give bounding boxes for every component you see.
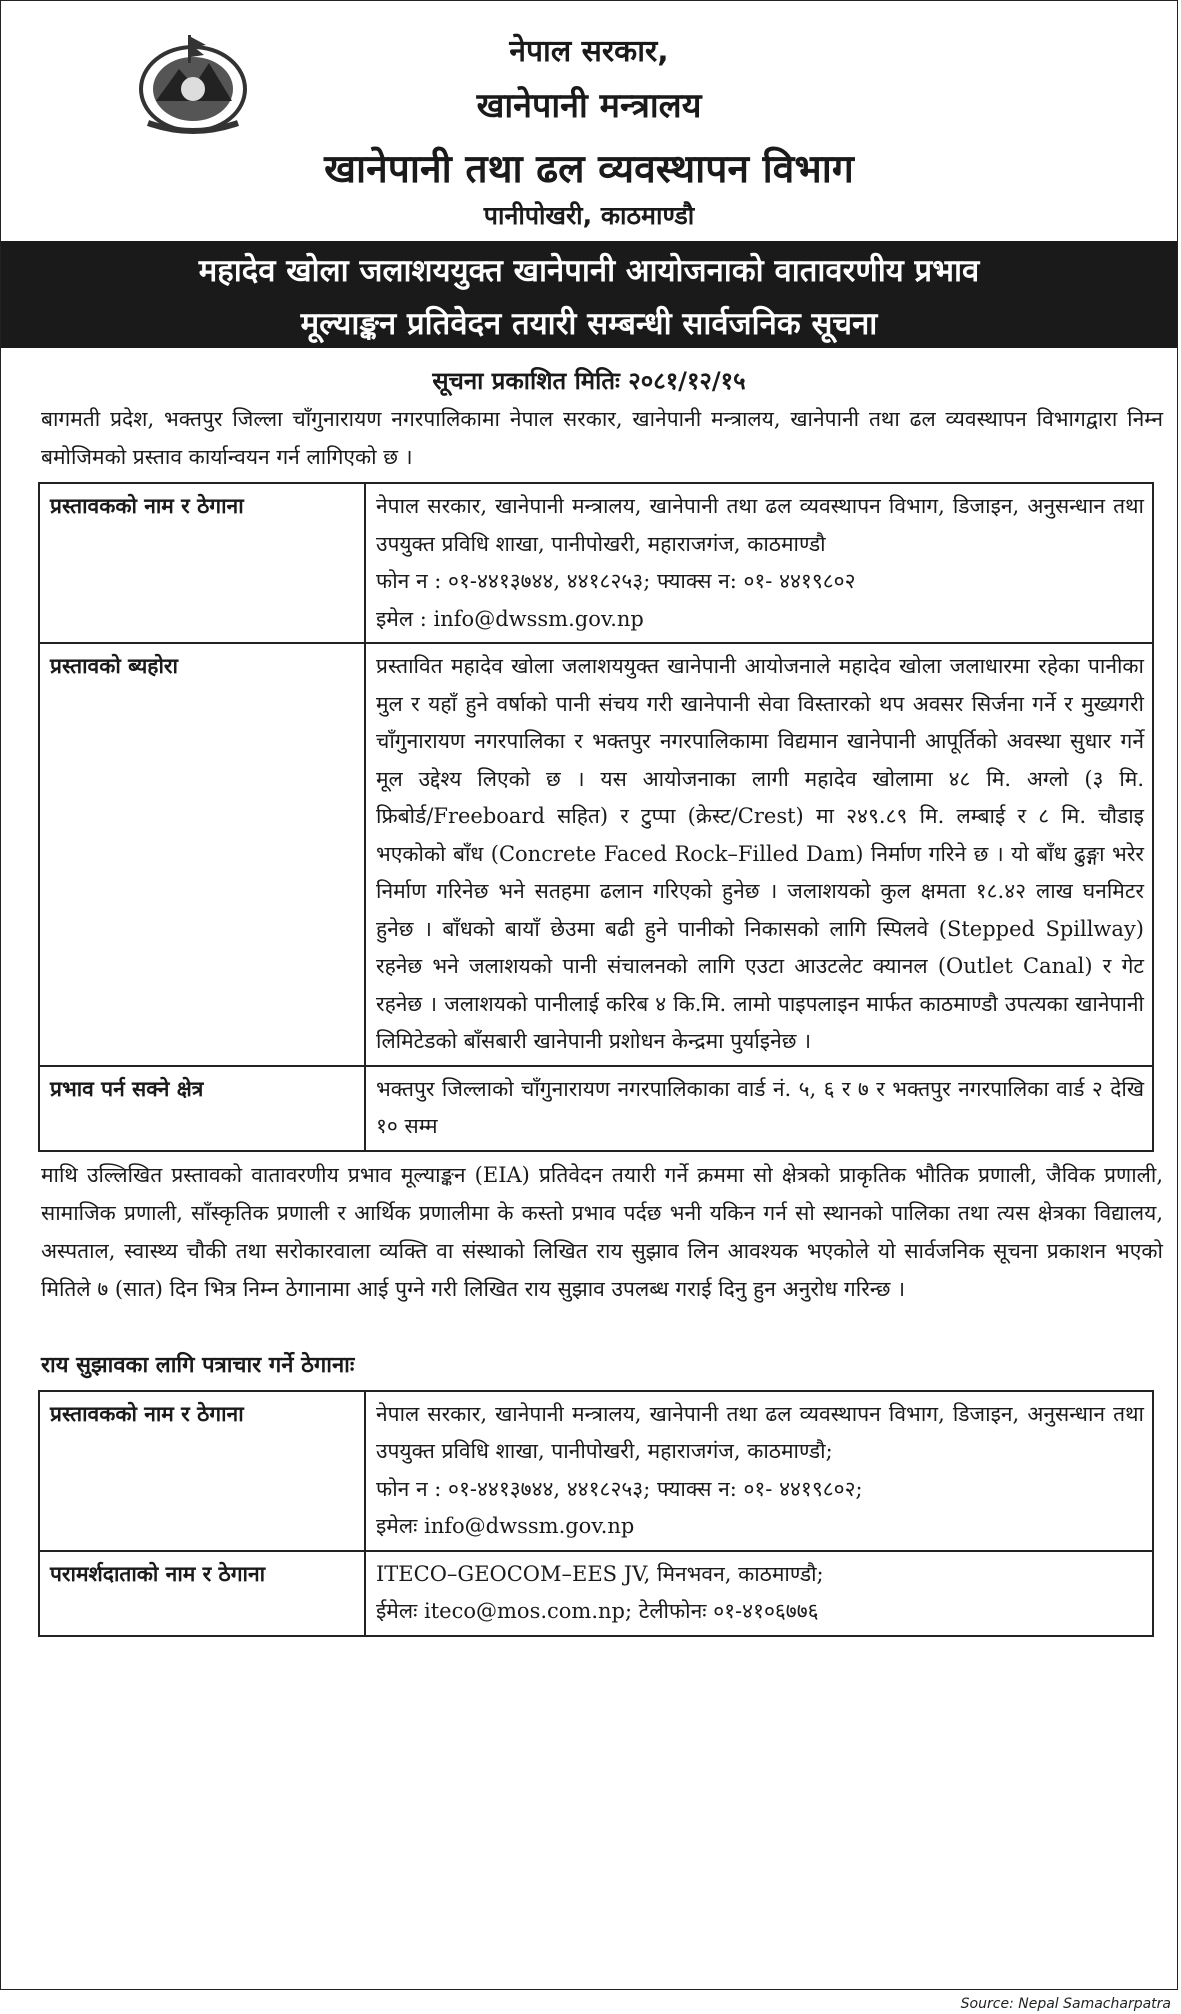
table-row [39, 1066, 1153, 1151]
department-name: खानेपानी तथा ढल व्यवस्थापन विभाग [324, 147, 854, 192]
banner-line-2: मूल्याङ्कन प्रतिवेदन तयारी सम्बन्धी सार्वजनिक सूचना [300, 306, 878, 342]
affected-area: भक्तपुर जिल्लाको चाँगुनारायण नगरपालिकाका वार्ड नं. ५, ६ र ७ र भक्तपुर नगरपालिका वार्ड २ देखि १० सम्म [365, 1066, 1153, 1151]
proposer-details [365, 483, 1153, 643]
proposer-details [365, 1391, 1153, 1551]
proposer-phone: फोन न : ०१-४४१३७४४, ४४१८२५३; फ्याक्स न: ०१- ४४१९८०२ [376, 569, 856, 593]
proposer-email: इमेलः info@dwssm.gov.np [376, 1514, 635, 1538]
proposer-address: नेपाल सरकार, खानेपानी मन्त्रालय, खानेपानी तथा ढल व्यवस्थापन विभाग, डिजाइन, अनुसन्धान तथा उपयुक्त प्रविधि शाखा, पानीपोखरी, महाराजगंज, काठमाण्डौ; [376, 1401, 1144, 1463]
proposal-description: प्रस्तावित महादेव खोला जलाशययुक्त खानेपानी आयोजनाले महादेव खोला जलाधारमा रहेका पानीका मुल र यहाँ हुने वर्षाको पानी संचय गरी खानेपानी सेवा विस्तारको थप अवसर सिर्जना गर्ने र मुख्यगरी चाँगुनारायण नगरपालिका र भक्तपुर नगरपालिकामा विद्यमान खानेपानी आपूर्तिको अवस्था सुधार गर्ने मूल उद्देश्य लिएको छ । यस आयोजनाका लागी महादेव खोलामा ४८ मि. अग्लो (३ मि. फ्रिबोर्ड/Freeboard सहित) र टुप्पा (क्रेस्ट/Crest) मा २४९.८९ मि. लम्बाई र ८ मि. चौडाइ भएकोको बाँध (Concrete Faced Rock–Filled Dam) निर्माण गरिने छ । यो बाँध ढुङ्गा भरेर निर्माण गरिनेछ भने सतहमा ढलान गरिएको हुनेछ । जलाशयको कुल क्षमता १८.४२ लाख घनमिटर हुनेछ । बाँधको बायाँ छेउमा बढी हुने पानीको निकासको लागि स्पिलवे (Stepped Spillway) रहनेछ भने जलाशयको पानी संचालनको लागि एउटा आउटलेट क्यानल (Outlet Canal) र गेट रहनेछ । जलाशयको पानीलाई करिब ४ कि.मि. लामो पाइपलाइन मार्फत काठमाण्डौ उपत्यका खानेपानी लिमिटेडको बाँसबारी खानेपानी प्रशोधन केन्द्रमा पुर्याइनेछ । [365, 643, 1153, 1066]
ministry-name: खानेपानी मन्त्रालय [476, 86, 702, 126]
department-address: पानीपोखरी, काठमाण्डौ [483, 201, 695, 230]
government-name: नेपाल सरकार, [509, 34, 669, 69]
source-credit: Source: Nepal Samacharpatra [960, 1996, 1171, 2012]
proposer-phone: फोन न : ०१-४४१३७४४, ४४१८२५३; फ्याक्स न: ०१- ४४१९८०२; [376, 1476, 863, 1501]
consultant-contact: ईमेलः iteco@mos.com.np; टेलीफोनः ०१-४१०६७७६ [376, 1599, 819, 1623]
notice-header [1, 1, 1177, 241]
proposal-info-table [38, 482, 1154, 1152]
proposer-address: नेपाल सरकार, खानेपानी मन्त्रालय, खानेपानी तथा ढल व्यवस्थापन विभाग, डिजाइन, अनुसन्धान तथा उपयुक्त प्रविधि शाखा, पानीपोखरी, महाराजगंज, काठमाण्डौ [376, 494, 1144, 556]
publication-date: सूचना प्रकाशित मितिः २०८१/१२/१५ [432, 367, 746, 395]
proposer-label: प्रस्तावकको नाम र ठेगाना [39, 483, 365, 643]
banner-line-1: महादेव खोला जलाशययुक्त खानेपानी आयोजनाको वातावरणीय प्रभाव [198, 253, 980, 289]
proposer-label: प्रस्तावकको नाम र ठेगाना [39, 1391, 365, 1551]
consultant-label: परामर्शदाताको नाम र ठेगाना [39, 1551, 365, 1636]
table-row [39, 483, 1153, 643]
intro-paragraph: बागमती प्रदेश, भक्तपुर जिल्ला चाँगुनारायण नगरपालिकामा नेपाल सरकार, खानेपानी मन्त्रालय, खानेपानी तथा ढल व्यवस्थापन विभागद्वारा निम्न बमोजिमको प्रस्ताव कार्यान्वयन गर्न लागिएको छ । [41, 407, 1163, 469]
table-row [39, 1551, 1153, 1636]
notice-title-banner [1, 241, 1177, 348]
table-row [39, 1391, 1153, 1551]
request-paragraph: माथि उल्लिखित प्रस्तावको वातावरणीय प्रभाव मूल्याङ्कन (EIA) प्रतिवेदन तयारी गर्ने क्रममा सो क्षेत्रको प्राकृतिक भौतिक प्रणाली, जैविक प्रणाली, सामाजिक प्रणाली, साँस्कृतिक प्रणाली र आर्थिक प्रणालीमा के कस्तो प्रभाव पर्दछ भनी यकिन गर्न सो स्थानको पालिका तथा त्यस क्षेत्रका विद्यालय, अस्पताल, स्वास्थ्य चौकी तथा सरोकारवाला व्यक्ति वा संस्थाको लिखित राय सुझाव लिन आवश्यक भएकोले यो सार्वजनिक सूचना प्रकाशन भएको मितिले ७ (सात) दिन भित्र निम्न ठेगानामा आई पुग्ने गरी लिखित राय सुझाव उपलब्ध गराई दिनु हुन अनुरोध गरिन्छ । [41, 1162, 1163, 1301]
table-row [39, 643, 1153, 1066]
correspondence-heading: राय सुझावका लागि पत्राचार गर्ने ठेगानाः [41, 1352, 355, 1378]
correspondence-table [38, 1390, 1154, 1637]
consultant-details [365, 1551, 1153, 1636]
proposer-email: इमेल : info@dwssm.gov.np [376, 606, 644, 631]
consultant-address: ITECO–GEOCOM–EES JV, मिनभवन, काठमाण्डौ; [376, 1561, 824, 1586]
proposal-description-label: प्रस्तावको ब्यहोरा [39, 643, 365, 1066]
affected-area-label: प्रभाव पर्न सक्ने क्षेत्र [39, 1066, 365, 1151]
